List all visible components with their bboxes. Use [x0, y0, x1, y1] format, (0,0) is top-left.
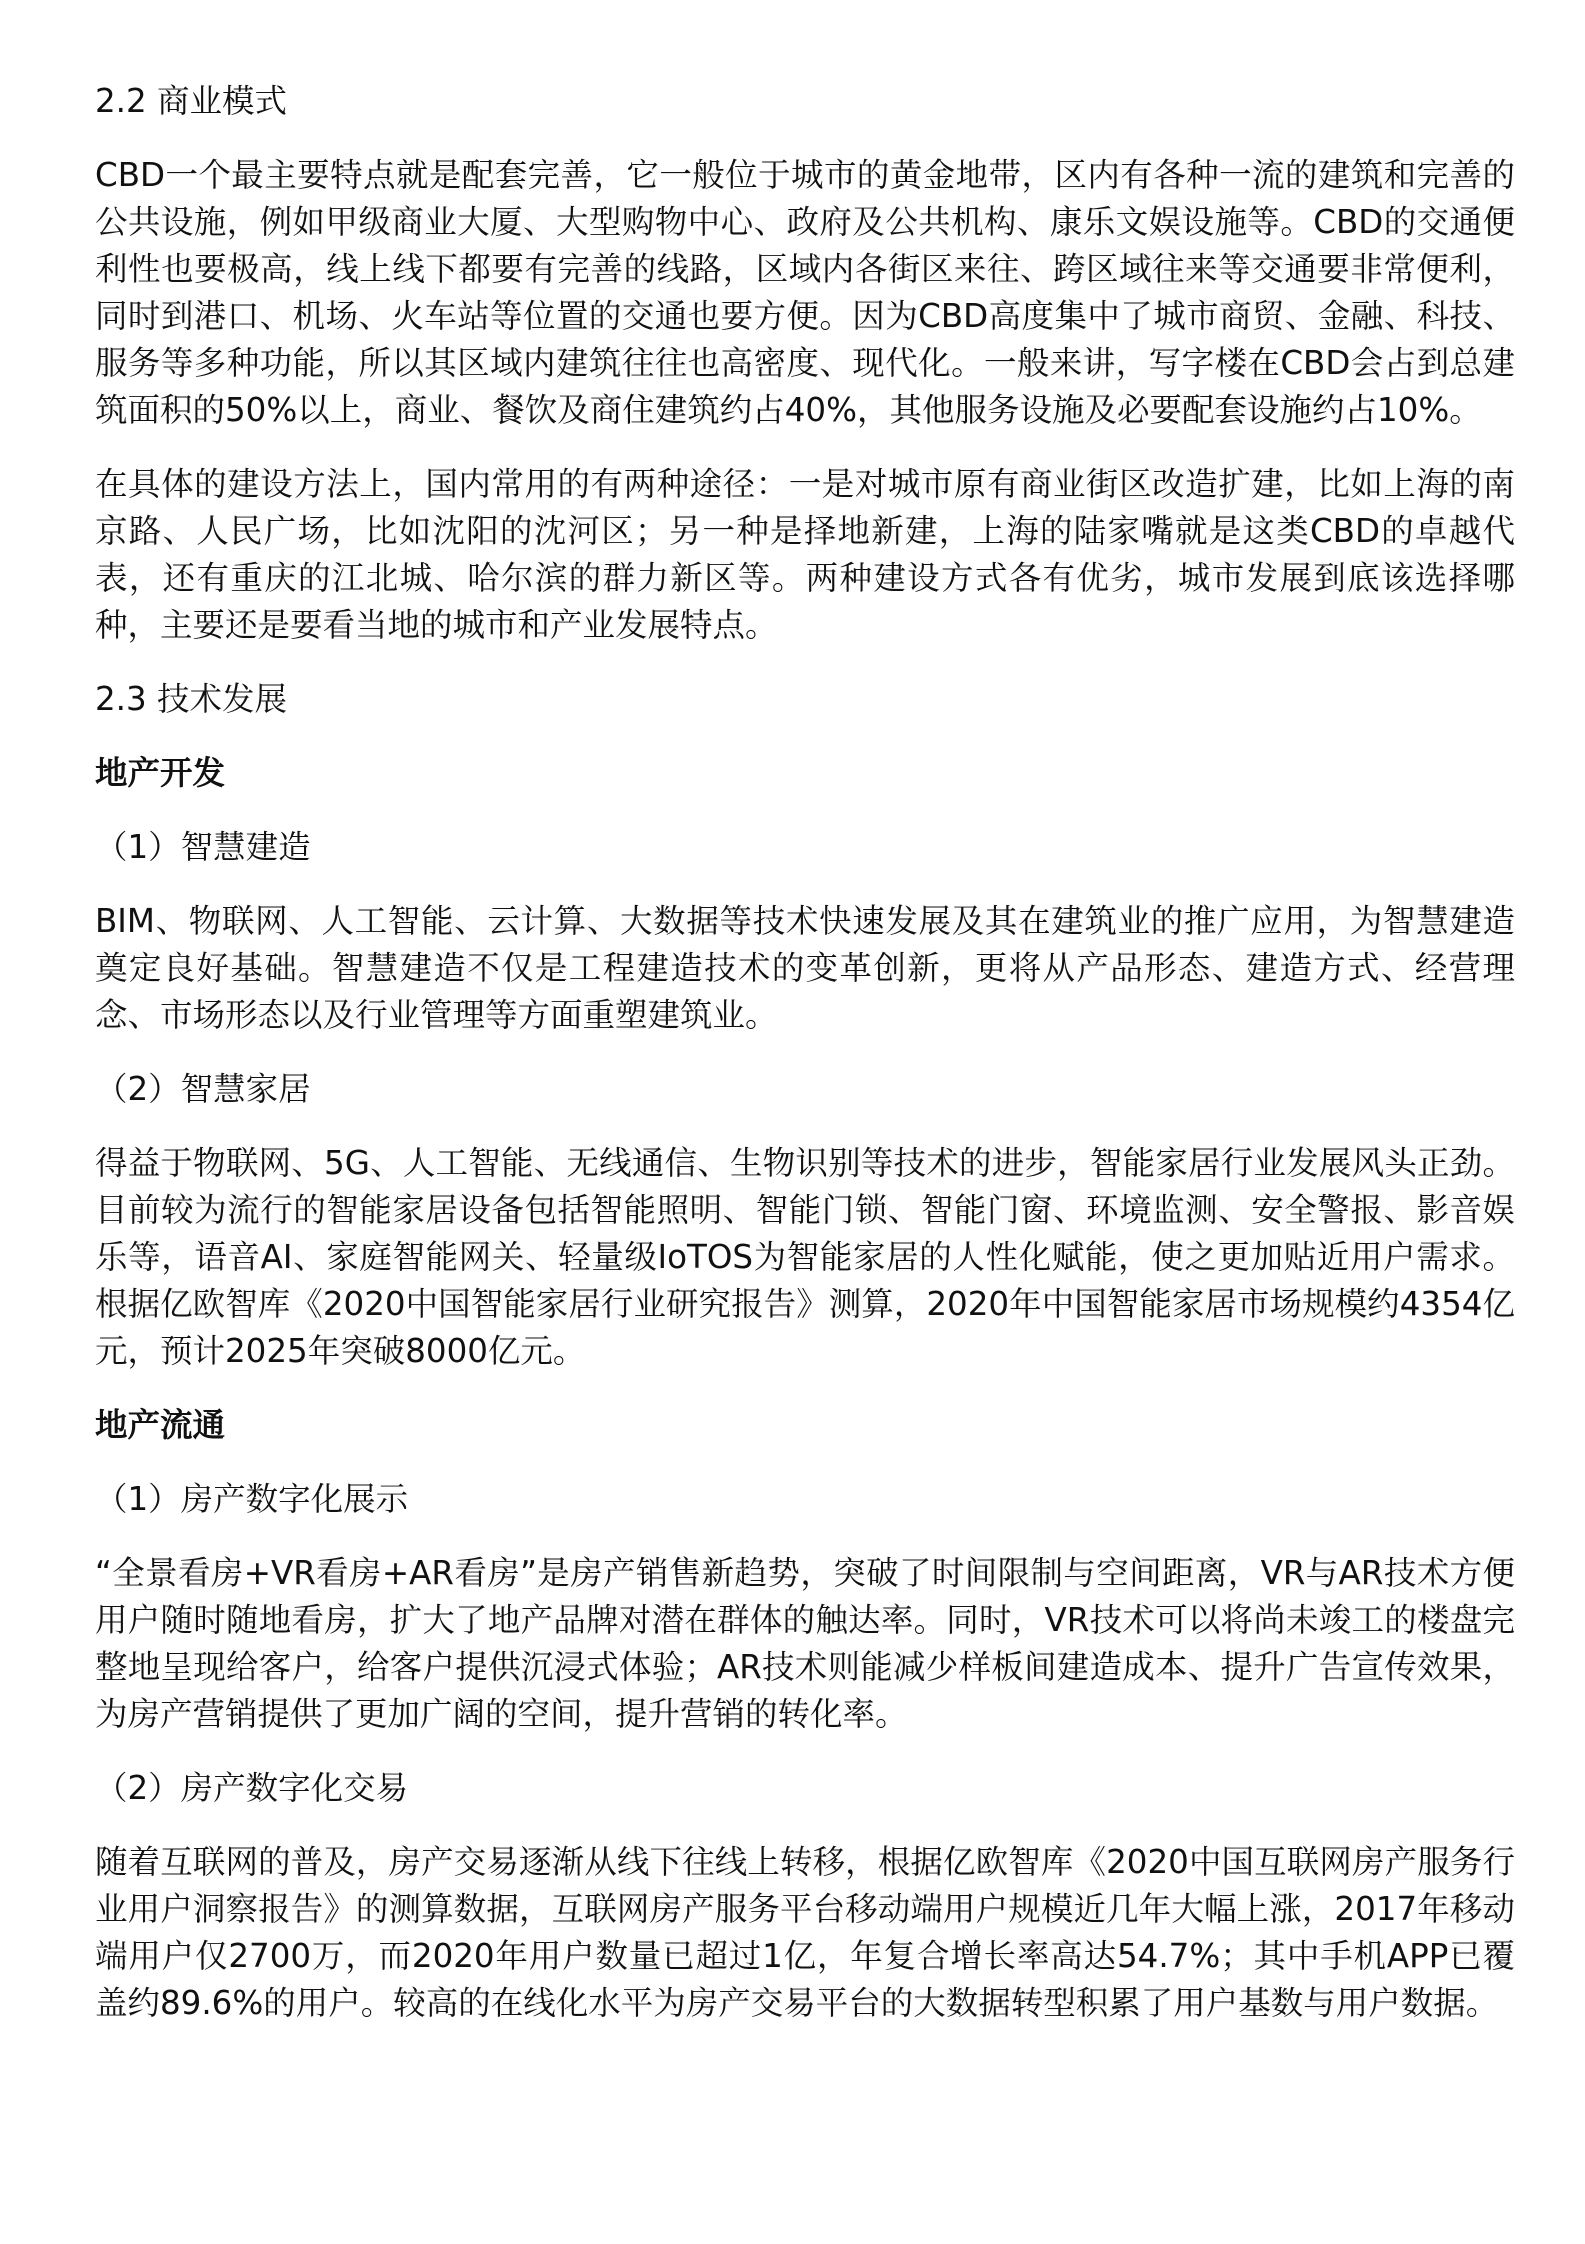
subsection-heading-circulation: 地产流通 [95, 1406, 226, 1444]
subsection-heading-development: 地产开发 [95, 754, 226, 792]
item-heading-smart-construction: （1）智慧建造 [95, 828, 311, 866]
item-heading-smart-home: （2）智慧家居 [95, 1070, 311, 1108]
paragraph-digital-display: “全景看房+VR看房+AR看房”是房产销售新趋势，突破了时间限制与空间距离，VR与AR技术方便用户随时随地看房，扩大了地产品牌对潜在群体的触达率。同时，VR技术可以将尚未竣工的楼盘完整地呈现给客户，给客户提供沉浸式体验；AR技术则能减少样板间建造成本、提升广告宣传效果，为房产营销提供了更加广阔的空间，提升营销的转化率。 [95, 1554, 1515, 1733]
section-heading-business-model: 2.2 商业模式 [95, 82, 288, 120]
paragraph-smart-home: 得益于物联网、5G、人工智能、无线通信、生物识别等技术的进步，智能家居行业发展风头正劲。目前较为流行的智能家居设备包括智能照明、智能门锁、智能门窗、环境监测、安全警报、影音娱乐等，语音AI、家庭智能网关、轻量级IoTOS为智能家居的人性化赋能，使之更加贴近用户需求。根据亿欧智库《2020中国智能家居行业研究报告》测算，2020年中国智能家居市场规模约4354亿元，预计2025年突破8000亿元。 [95, 1144, 1515, 1370]
paragraph-digital-transaction: 随着互联网的普及，房产交易逐渐从线下往线上转移，根据亿欧智库《2020中国互联网房产服务行业用户洞察报告》的测算数据，互联网房产服务平台移动端用户规模近几年大幅上涨，2017年移动端用户仅2700万，而2020年用户数量已超过1亿，年复合增长率高达54.7%；其中手机APP已覆盖约89.6%的用户。较高的在线化水平为房产交易平台的大数据转型积累了用户基数与用户数据。 [95, 1843, 1515, 2022]
item-heading-digital-transaction: （2）房产数字化交易 [95, 1769, 409, 1807]
section-heading-tech-development: 2.3 技术发展 [95, 680, 288, 718]
item-heading-digital-display: （1）房产数字化展示 [95, 1480, 409, 1518]
paragraph-cbd-features: CBD一个最主要特点就是配套完善，它一般位于城市的黄金地带，区内有各种一流的建筑和完善的公共设施，例如甲级商业大厦、大型购物中心、政府及公共机构、康乐文娱设施等。CBD的交通便利性也要极高，线上线下都要有完善的线路，区域内各街区来往、跨区域往来等交通要非常便利，同时到港口、机场、火车站等位置的交通也要方便。因为CBD高度集中了城市商贸、金融、科技、服务等多种功能，所以其区域内建筑往往也高密度、现代化。一般来讲，写字楼在CBD会占到总建筑面积的50%以上，商业、餐饮及商住建筑约占40%，其他服务设施及必要配套设施约占10%。 [95, 156, 1515, 429]
document-page [95, 78, 1515, 2054]
paragraph-smart-construction: BIM、物联网、人工智能、云计算、大数据等技术快速发展及其在建筑业的推广应用，为智慧建造奠定良好基础。智慧建造不仅是工程建造技术的变革创新，更将从产品形态、建造方式、经营理念、市场形态以及行业管理等方面重塑建筑业。 [95, 902, 1515, 1034]
paragraph-cbd-construction: 在具体的建设方法上，国内常用的有两种途径：一是对城市原有商业街区改造扩建，比如上海的南京路、人民广场，比如沈阳的沈河区；另一种是择地新建，上海的陆家嘴就是这类CBD的卓越代表，还有重庆的江北城、哈尔滨的群力新区等。两种建设方式各有优劣，城市发展到底该选择哪种，主要还是要看当地的城市和产业发展特点。 [95, 465, 1515, 644]
